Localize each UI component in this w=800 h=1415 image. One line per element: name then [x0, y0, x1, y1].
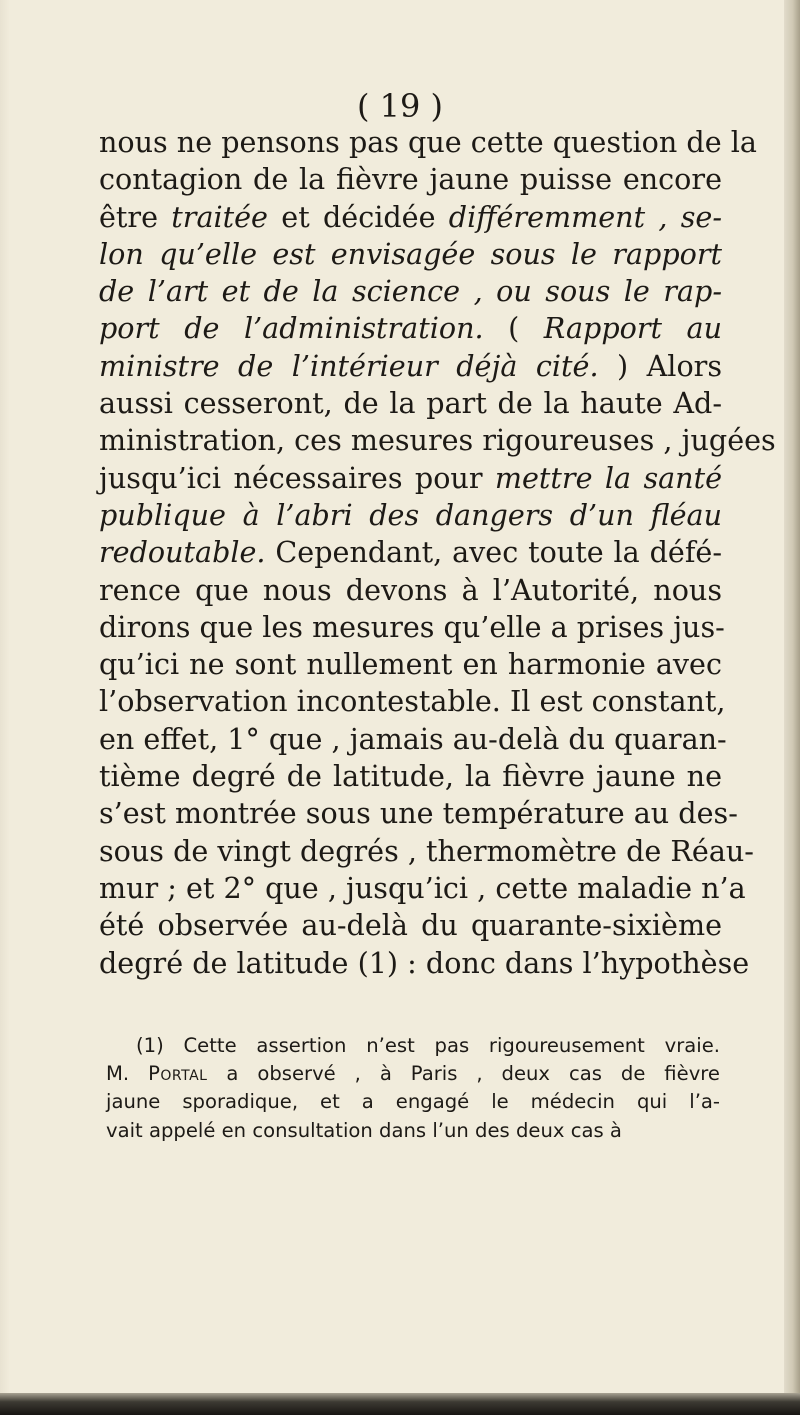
text-segment: M. [106, 1062, 149, 1086]
italic-text: port de l’administration. [99, 311, 484, 346]
text-line [99, 945, 750, 982]
text-line [99, 534, 722, 571]
text-line [99, 199, 722, 236]
italic-text: lon qu’elle est envisagée sous le rapport [99, 236, 722, 271]
bottom-shadow [0, 1393, 800, 1415]
page-number: ( 19 ) [356, 87, 444, 125]
text-segment: en effet, 1° que , jamais au-delà du quaran- [99, 721, 727, 756]
text-line [99, 497, 722, 534]
text-line [99, 422, 776, 459]
text-line [99, 460, 722, 497]
page-edge-left [0, 0, 10, 1415]
text-segment: vait appelé en consultation dans l’un des deux cas à [106, 1118, 622, 1142]
italic-text: mettre la santé [494, 460, 722, 495]
text-segment: été observée au-delà du quarante-sixième [99, 908, 722, 943]
text-segment: s’est montrée sous une température au des- [99, 796, 738, 831]
text-line [99, 161, 722, 198]
text-segment: jusqu’ici nécessaires pour [99, 460, 495, 495]
text-segment: sous de vingt degrés , thermomètre de Réau- [99, 833, 754, 868]
italic-text: traitée [171, 199, 268, 234]
footnote-line [106, 1088, 720, 1116]
text-segment: a observé , à Paris , deux cas de fièvre [207, 1062, 720, 1086]
text-line [99, 609, 725, 646]
text-line [99, 907, 722, 944]
text-line [99, 236, 722, 273]
text-segment: tième degré de latitude, la fièvre jaune ne [99, 759, 722, 794]
text-segment: qu’ici ne sont nullement en harmonie avec [99, 647, 722, 682]
text-line [99, 646, 722, 683]
text-line [99, 348, 722, 385]
page-edge-right [784, 0, 800, 1415]
text-segment: aussi cesseront, de la part de la haute Ad- [99, 386, 722, 421]
text-line [99, 721, 727, 758]
body-text [99, 124, 776, 982]
text-line [99, 385, 722, 422]
small-caps-name: Portal [148, 1062, 208, 1086]
text-line [99, 833, 754, 870]
text-segment: dirons que les mesures qu’elle a prises jus- [99, 609, 725, 644]
text-line [99, 758, 722, 795]
footnote [106, 1032, 720, 1145]
footnote-line [106, 1032, 720, 1060]
text-segment: contagion de la fièvre jaune puisse encore [99, 162, 722, 197]
text-segment: (1) Cette assertion n’est pas rigoureusement vraie. [136, 1034, 720, 1057]
text-segment: jaune sporadique, et a engagé le médecin qui l’a- [106, 1090, 720, 1114]
italic-text: différemment , se- [448, 199, 722, 234]
text-segment: degré de latitude (1) : donc dans l’hypothèse [99, 945, 750, 980]
italic-text: de l’art et de la science , ou sous le rap- [99, 274, 722, 309]
text-line [99, 124, 757, 161]
text-line [99, 273, 722, 310]
italic-text: redoutable. [99, 535, 266, 570]
text-segment: Cependant, avec toute la défé- [265, 535, 722, 570]
text-segment: ministration, ces mesures rigoureuses , jugées [99, 423, 776, 458]
text-line [99, 683, 726, 720]
text-line [99, 870, 746, 907]
text-line [99, 310, 722, 347]
italic-text: publique à l’abri des dangers d’un fléau [99, 497, 722, 532]
text-line [99, 795, 738, 832]
text-segment: ( [483, 311, 544, 346]
footnote-line [106, 1117, 720, 1145]
footnote-line [106, 1060, 720, 1088]
text-segment: ) Alors [598, 348, 723, 383]
text-line [99, 572, 722, 609]
text-segment: être [99, 199, 172, 234]
text-segment: nous ne pensons pas que cette question de la [99, 125, 757, 159]
text-segment: et décidée [267, 199, 449, 234]
text-segment: mur ; et 2° que , jusqu’ici , cette maladie n’a [99, 870, 746, 905]
text-segment: rence que nous devons à l’Autorité, nous [99, 572, 722, 607]
italic-text: ministre de l’intérieur déjà cité. [99, 348, 599, 383]
text-segment: l’observation incontestable. Il est constant, [99, 684, 726, 719]
italic-text: Rapport au [543, 311, 722, 346]
